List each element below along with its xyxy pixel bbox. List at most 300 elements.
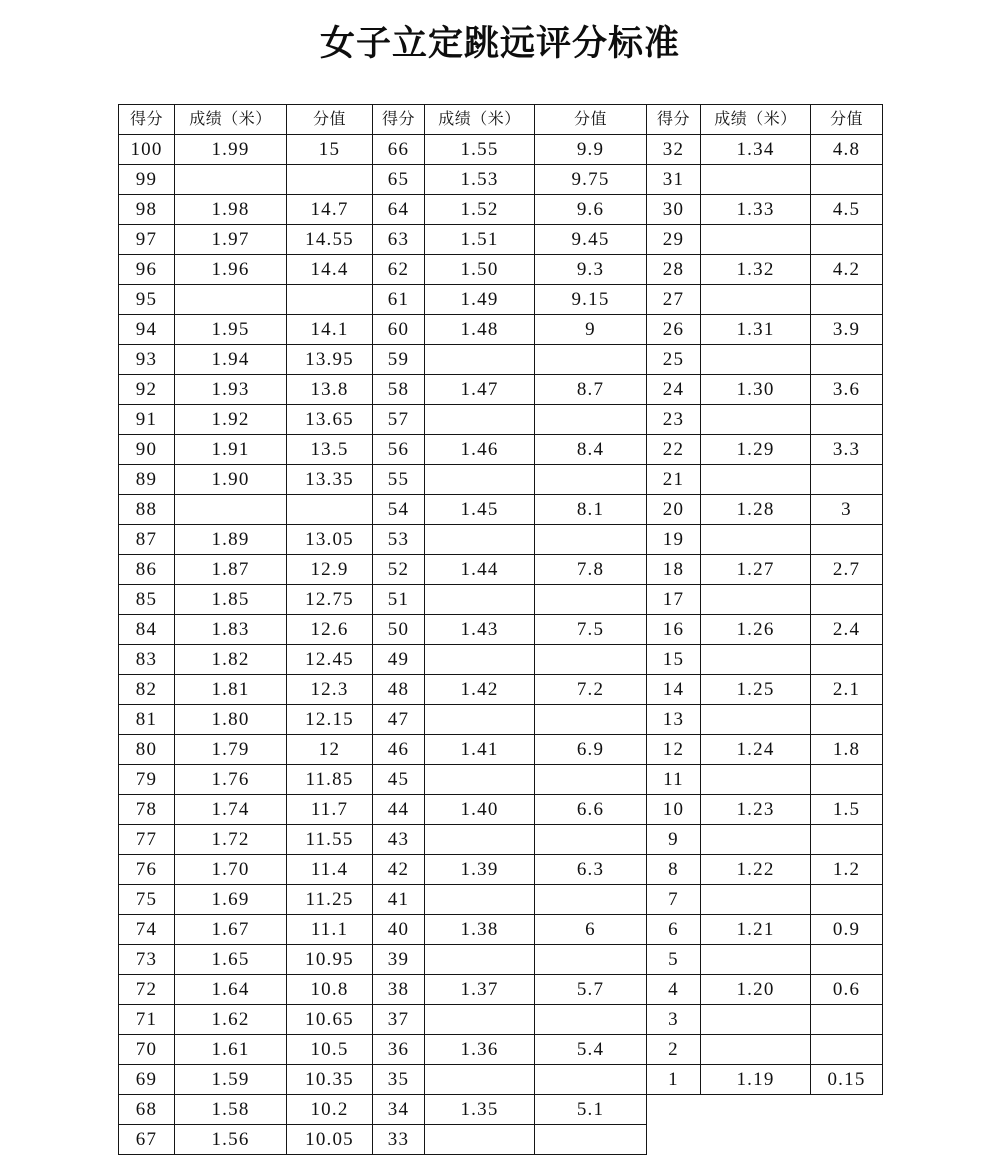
cell-result-1 xyxy=(175,495,287,525)
cell-result-3: 1.24 xyxy=(701,735,811,765)
cell-value-2: 6.6 xyxy=(535,795,647,825)
cell-result-1: 1.67 xyxy=(175,915,287,945)
cell-score-2: 63 xyxy=(373,225,425,255)
cell-value-1: 12.75 xyxy=(287,585,373,615)
cell-result-1: 1.61 xyxy=(175,1035,287,1065)
cell-score-1: 71 xyxy=(119,1005,175,1035)
cell-result-2: 1.48 xyxy=(425,315,535,345)
cell-value-3 xyxy=(811,465,883,495)
cell-value-3: 4.5 xyxy=(811,195,883,225)
cell-result-1: 1.91 xyxy=(175,435,287,465)
cell-result-1: 1.62 xyxy=(175,1005,287,1035)
header-score-1: 得分 xyxy=(119,105,175,135)
cell-value-3: 1.5 xyxy=(811,795,883,825)
cell-value-1: 12.6 xyxy=(287,615,373,645)
cell-result-3: 1.19 xyxy=(701,1065,811,1095)
table-row xyxy=(119,1065,883,1095)
cell-score-1: 75 xyxy=(119,885,175,915)
cell-score-2: 46 xyxy=(373,735,425,765)
cell-score-1: 95 xyxy=(119,285,175,315)
cell-value-3: 2.7 xyxy=(811,555,883,585)
cell-score-3: 16 xyxy=(647,615,701,645)
table-row xyxy=(119,615,883,645)
cell-score-1: 90 xyxy=(119,435,175,465)
cell-value-1: 12.45 xyxy=(287,645,373,675)
cell-value-3 xyxy=(811,225,883,255)
cell-value-2 xyxy=(535,465,647,495)
cell-score-2: 45 xyxy=(373,765,425,795)
cell-result-2: 1.51 xyxy=(425,225,535,255)
cell-score-1: 98 xyxy=(119,195,175,225)
cell-value-3: 2.4 xyxy=(811,615,883,645)
cell-value-1: 12 xyxy=(287,735,373,765)
cell-result-1 xyxy=(175,285,287,315)
cell-score-3: 10 xyxy=(647,795,701,825)
cell-result-2 xyxy=(425,945,535,975)
cell-score-2: 36 xyxy=(373,1035,425,1065)
cell-score-1: 85 xyxy=(119,585,175,615)
table-row xyxy=(119,885,883,915)
cell-score-3: 7 xyxy=(647,885,701,915)
cell-result-1: 1.98 xyxy=(175,195,287,225)
table-body xyxy=(119,135,883,1155)
cell-result-3 xyxy=(701,165,811,195)
cell-score-1: 96 xyxy=(119,255,175,285)
cell-result-1: 1.99 xyxy=(175,135,287,165)
table-row xyxy=(119,195,883,225)
cell-score-2: 59 xyxy=(373,345,425,375)
cell-score-3: 23 xyxy=(647,405,701,435)
cell-value-3: 0.15 xyxy=(811,1065,883,1095)
cell-result-2: 1.55 xyxy=(425,135,535,165)
cell-score-3: 6 xyxy=(647,915,701,945)
table-row xyxy=(119,765,883,795)
cell-result-1: 1.87 xyxy=(175,555,287,585)
cell-value-1: 10.2 xyxy=(287,1095,373,1125)
cell-score-2: 38 xyxy=(373,975,425,1005)
cell-score-3: 1 xyxy=(647,1065,701,1095)
cell-result-2 xyxy=(425,885,535,915)
cell-score-3: 31 xyxy=(647,165,701,195)
cell-result-2: 1.38 xyxy=(425,915,535,945)
cell-result-1: 1.76 xyxy=(175,765,287,795)
cell-score-1: 99 xyxy=(119,165,175,195)
cell-value-2 xyxy=(535,705,647,735)
cell-result-2 xyxy=(425,705,535,735)
cell-result-2: 1.41 xyxy=(425,735,535,765)
cell-result-2: 1.40 xyxy=(425,795,535,825)
cell-result-1: 1.59 xyxy=(175,1065,287,1095)
cell-score-3: 27 xyxy=(647,285,701,315)
cell-score-2: 42 xyxy=(373,855,425,885)
cell-score-1: 74 xyxy=(119,915,175,945)
cell-result-1: 1.56 xyxy=(175,1125,287,1155)
cell-value-3: 1.2 xyxy=(811,855,883,885)
cell-result-3: 1.33 xyxy=(701,195,811,225)
cell-result-1: 1.64 xyxy=(175,975,287,1005)
cell-value-2 xyxy=(535,1005,647,1035)
table-row xyxy=(119,135,883,165)
cell-result-2: 1.52 xyxy=(425,195,535,225)
cell-score-3: 13 xyxy=(647,705,701,735)
cell-score-3: 8 xyxy=(647,855,701,885)
cell-score-1: 72 xyxy=(119,975,175,1005)
table-row xyxy=(119,705,883,735)
cell-score-1: 81 xyxy=(119,705,175,735)
cell-value-1: 11.55 xyxy=(287,825,373,855)
cell-score-1: 76 xyxy=(119,855,175,885)
cell-value-3 xyxy=(811,345,883,375)
header-result-1: 成绩（米） xyxy=(175,105,287,135)
cell-result-1: 1.83 xyxy=(175,615,287,645)
cell-result-3: 1.23 xyxy=(701,795,811,825)
cell-score-1: 77 xyxy=(119,825,175,855)
cell-value-3 xyxy=(811,1005,883,1035)
cell-value-2: 5.7 xyxy=(535,975,647,1005)
page-title: 女子立定跳远评分标准 xyxy=(319,24,680,63)
table-row xyxy=(119,855,883,885)
cell-result-3 xyxy=(701,585,811,615)
cell-score-1: 91 xyxy=(119,405,175,435)
cell-score-3: 26 xyxy=(647,315,701,345)
cell-result-2: 1.45 xyxy=(425,495,535,525)
table-row xyxy=(119,645,883,675)
cell-value-1: 11.7 xyxy=(287,795,373,825)
score-standard-table xyxy=(118,104,883,1155)
cell-result-3: 1.29 xyxy=(701,435,811,465)
cell-value-2: 9.9 xyxy=(535,135,647,165)
cell-value-2 xyxy=(535,1065,647,1095)
cell-value-3: 0.6 xyxy=(811,975,883,1005)
cell-value-3 xyxy=(811,945,883,975)
cell-value-1 xyxy=(287,495,373,525)
cell-result-3 xyxy=(701,705,811,735)
cell-score-2: 54 xyxy=(373,495,425,525)
cell-value-3: 3.9 xyxy=(811,315,883,345)
cell-result-1: 1.82 xyxy=(175,645,287,675)
table-row xyxy=(119,975,883,1005)
table-row xyxy=(119,585,883,615)
cell-score-1: 70 xyxy=(119,1035,175,1065)
cell-result-3: 1.25 xyxy=(701,675,811,705)
cell-value-1: 15 xyxy=(287,135,373,165)
cell-score-3: 17 xyxy=(647,585,701,615)
cell-result-3 xyxy=(701,1035,811,1065)
cell-result-1: 1.65 xyxy=(175,945,287,975)
cell-value-1: 11.85 xyxy=(287,765,373,795)
table-row xyxy=(119,555,883,585)
table-row xyxy=(119,945,883,975)
cell-score-2: 61 xyxy=(373,285,425,315)
cell-result-1: 1.94 xyxy=(175,345,287,375)
cell-result-2 xyxy=(425,1125,535,1155)
cell-value-2 xyxy=(535,825,647,855)
cell-value-2 xyxy=(535,1125,647,1155)
cell-value-1: 11.4 xyxy=(287,855,373,885)
cell-value-2 xyxy=(535,525,647,555)
cell-result-2: 1.46 xyxy=(425,435,535,465)
cell-result-3 xyxy=(701,525,811,555)
table-row xyxy=(119,315,883,345)
cell-score-3: 12 xyxy=(647,735,701,765)
cell-score-2: 55 xyxy=(373,465,425,495)
cell-score-2: 47 xyxy=(373,705,425,735)
cell-result-3: 1.31 xyxy=(701,315,811,345)
cell-score-1: 83 xyxy=(119,645,175,675)
cell-result-2 xyxy=(425,1065,535,1095)
cell-value-1: 11.25 xyxy=(287,885,373,915)
table-row xyxy=(119,825,883,855)
cell-score-1: 80 xyxy=(119,735,175,765)
cell-result-2: 1.35 xyxy=(425,1095,535,1125)
table-row xyxy=(119,1125,883,1155)
cell-result-3: 1.27 xyxy=(701,555,811,585)
cell-value-2 xyxy=(535,585,647,615)
cell-score-1: 67 xyxy=(119,1125,175,1155)
cell-value-3: 4.8 xyxy=(811,135,883,165)
header-value-1: 分值 xyxy=(287,105,373,135)
cell-score-1: 92 xyxy=(119,375,175,405)
table-row xyxy=(119,495,883,525)
cell-value-2: 9.3 xyxy=(535,255,647,285)
cell-score-1: 68 xyxy=(119,1095,175,1125)
cell-result-2: 1.36 xyxy=(425,1035,535,1065)
cell-result-2: 1.37 xyxy=(425,975,535,1005)
cell-value-1: 13.05 xyxy=(287,525,373,555)
cell-value-1: 14.1 xyxy=(287,315,373,345)
table-row xyxy=(119,1035,883,1065)
cell-value-2: 6 xyxy=(535,915,647,945)
cell-outside-table xyxy=(647,1125,701,1155)
cell-value-1: 12.15 xyxy=(287,705,373,735)
cell-result-3: 1.22 xyxy=(701,855,811,885)
cell-result-1: 1.70 xyxy=(175,855,287,885)
cell-score-2: 35 xyxy=(373,1065,425,1095)
cell-result-3: 1.34 xyxy=(701,135,811,165)
table-row xyxy=(119,915,883,945)
cell-result-2 xyxy=(425,765,535,795)
cell-value-2: 7.8 xyxy=(535,555,647,585)
cell-value-3: 4.2 xyxy=(811,255,883,285)
cell-value-1 xyxy=(287,285,373,315)
cell-value-3 xyxy=(811,585,883,615)
cell-score-3: 3 xyxy=(647,1005,701,1035)
cell-value-2: 9.6 xyxy=(535,195,647,225)
cell-outside-table xyxy=(701,1125,811,1155)
cell-value-1: 12.3 xyxy=(287,675,373,705)
cell-value-1: 10.65 xyxy=(287,1005,373,1035)
cell-value-2: 5.1 xyxy=(535,1095,647,1125)
cell-score-2: 52 xyxy=(373,555,425,585)
cell-result-2: 1.42 xyxy=(425,675,535,705)
cell-value-3: 1.8 xyxy=(811,735,883,765)
cell-result-3 xyxy=(701,825,811,855)
table-row xyxy=(119,525,883,555)
cell-score-3: 22 xyxy=(647,435,701,465)
cell-value-1: 11.1 xyxy=(287,915,373,945)
cell-result-2: 1.49 xyxy=(425,285,535,315)
cell-result-2 xyxy=(425,585,535,615)
cell-result-1: 1.74 xyxy=(175,795,287,825)
cell-value-3: 2.1 xyxy=(811,675,883,705)
cell-score-1: 97 xyxy=(119,225,175,255)
table-row xyxy=(119,795,883,825)
table-row xyxy=(119,165,883,195)
cell-result-1: 1.90 xyxy=(175,465,287,495)
cell-score-2: 39 xyxy=(373,945,425,975)
header-result-2: 成绩（米） xyxy=(425,105,535,135)
cell-result-3 xyxy=(701,1005,811,1035)
cell-result-3 xyxy=(701,645,811,675)
cell-score-3: 5 xyxy=(647,945,701,975)
cell-result-3: 1.30 xyxy=(701,375,811,405)
cell-result-2 xyxy=(425,345,535,375)
cell-value-2: 9.15 xyxy=(535,285,647,315)
cell-score-3: 24 xyxy=(647,375,701,405)
cell-value-3 xyxy=(811,285,883,315)
table-row xyxy=(119,255,883,285)
cell-result-3 xyxy=(701,945,811,975)
table-row xyxy=(119,225,883,255)
cell-score-1: 100 xyxy=(119,135,175,165)
cell-score-2: 66 xyxy=(373,135,425,165)
cell-value-1: 10.8 xyxy=(287,975,373,1005)
cell-result-1: 1.81 xyxy=(175,675,287,705)
cell-value-3 xyxy=(811,165,883,195)
cell-score-2: 62 xyxy=(373,255,425,285)
cell-score-2: 53 xyxy=(373,525,425,555)
table-header xyxy=(119,105,883,135)
table-row xyxy=(119,735,883,765)
cell-score-3: 2 xyxy=(647,1035,701,1065)
cell-score-1: 88 xyxy=(119,495,175,525)
header-value-2: 分值 xyxy=(535,105,647,135)
cell-value-2 xyxy=(535,765,647,795)
cell-score-1: 87 xyxy=(119,525,175,555)
cell-value-3: 3.6 xyxy=(811,375,883,405)
cell-result-3: 1.28 xyxy=(701,495,811,525)
cell-result-1 xyxy=(175,165,287,195)
header-value-3: 分值 xyxy=(811,105,883,135)
cell-value-2: 5.4 xyxy=(535,1035,647,1065)
cell-value-3 xyxy=(811,825,883,855)
cell-value-2: 8.7 xyxy=(535,375,647,405)
cell-score-1: 73 xyxy=(119,945,175,975)
cell-score-2: 33 xyxy=(373,1125,425,1155)
cell-score-1: 89 xyxy=(119,465,175,495)
cell-result-2 xyxy=(425,465,535,495)
cell-value-1: 10.05 xyxy=(287,1125,373,1155)
cell-score-3: 14 xyxy=(647,675,701,705)
cell-result-1: 1.85 xyxy=(175,585,287,615)
cell-result-2 xyxy=(425,825,535,855)
cell-score-3: 9 xyxy=(647,825,701,855)
cell-value-2: 9.75 xyxy=(535,165,647,195)
cell-result-2 xyxy=(425,645,535,675)
cell-value-2 xyxy=(535,945,647,975)
cell-value-3: 3 xyxy=(811,495,883,525)
cell-value-2: 6.3 xyxy=(535,855,647,885)
table-row xyxy=(119,465,883,495)
cell-score-2: 48 xyxy=(373,675,425,705)
cell-value-2: 8.4 xyxy=(535,435,647,465)
cell-value-1: 13.95 xyxy=(287,345,373,375)
cell-score-1: 82 xyxy=(119,675,175,705)
cell-value-1: 10.95 xyxy=(287,945,373,975)
cell-result-3 xyxy=(701,885,811,915)
cell-result-2: 1.47 xyxy=(425,375,535,405)
header-score-3: 得分 xyxy=(647,105,701,135)
cell-score-2: 56 xyxy=(373,435,425,465)
cell-value-3 xyxy=(811,885,883,915)
cell-value-2: 7.2 xyxy=(535,675,647,705)
cell-score-3: 25 xyxy=(647,345,701,375)
cell-result-1: 1.92 xyxy=(175,405,287,435)
cell-value-1: 14.55 xyxy=(287,225,373,255)
cell-result-1: 1.58 xyxy=(175,1095,287,1125)
cell-score-2: 51 xyxy=(373,585,425,615)
cell-value-3 xyxy=(811,1035,883,1065)
cell-result-3: 1.32 xyxy=(701,255,811,285)
cell-score-2: 37 xyxy=(373,1005,425,1035)
cell-score-1: 79 xyxy=(119,765,175,795)
cell-result-1: 1.89 xyxy=(175,525,287,555)
cell-score-2: 43 xyxy=(373,825,425,855)
cell-score-3: 20 xyxy=(647,495,701,525)
cell-value-2 xyxy=(535,405,647,435)
cell-value-2: 9 xyxy=(535,315,647,345)
cell-result-1: 1.97 xyxy=(175,225,287,255)
cell-result-3 xyxy=(701,225,811,255)
cell-outside-table xyxy=(647,1095,701,1125)
cell-value-2 xyxy=(535,645,647,675)
cell-score-2: 57 xyxy=(373,405,425,435)
cell-value-3 xyxy=(811,645,883,675)
cell-result-2: 1.50 xyxy=(425,255,535,285)
cell-value-1: 10.35 xyxy=(287,1065,373,1095)
cell-score-1: 84 xyxy=(119,615,175,645)
cell-score-3: 18 xyxy=(647,555,701,585)
table-row xyxy=(119,1005,883,1035)
table-row xyxy=(119,345,883,375)
cell-value-2: 8.1 xyxy=(535,495,647,525)
cell-value-1: 14.4 xyxy=(287,255,373,285)
cell-score-1: 86 xyxy=(119,555,175,585)
cell-score-3: 30 xyxy=(647,195,701,225)
cell-score-1: 78 xyxy=(119,795,175,825)
cell-value-2 xyxy=(535,885,647,915)
cell-value-3: 3.3 xyxy=(811,435,883,465)
cell-result-2: 1.43 xyxy=(425,615,535,645)
cell-result-1: 1.95 xyxy=(175,315,287,345)
cell-value-2 xyxy=(535,345,647,375)
cell-result-2: 1.53 xyxy=(425,165,535,195)
cell-score-3: 29 xyxy=(647,225,701,255)
cell-score-2: 60 xyxy=(373,315,425,345)
cell-result-2 xyxy=(425,405,535,435)
cell-value-1: 10.5 xyxy=(287,1035,373,1065)
table-row xyxy=(119,675,883,705)
cell-value-1 xyxy=(287,165,373,195)
cell-value-2: 6.9 xyxy=(535,735,647,765)
score-table-container xyxy=(118,104,882,1155)
cell-score-2: 44 xyxy=(373,795,425,825)
cell-value-3 xyxy=(811,525,883,555)
cell-value-1: 13.35 xyxy=(287,465,373,495)
table-row xyxy=(119,405,883,435)
cell-value-1: 13.65 xyxy=(287,405,373,435)
cell-result-1: 1.93 xyxy=(175,375,287,405)
